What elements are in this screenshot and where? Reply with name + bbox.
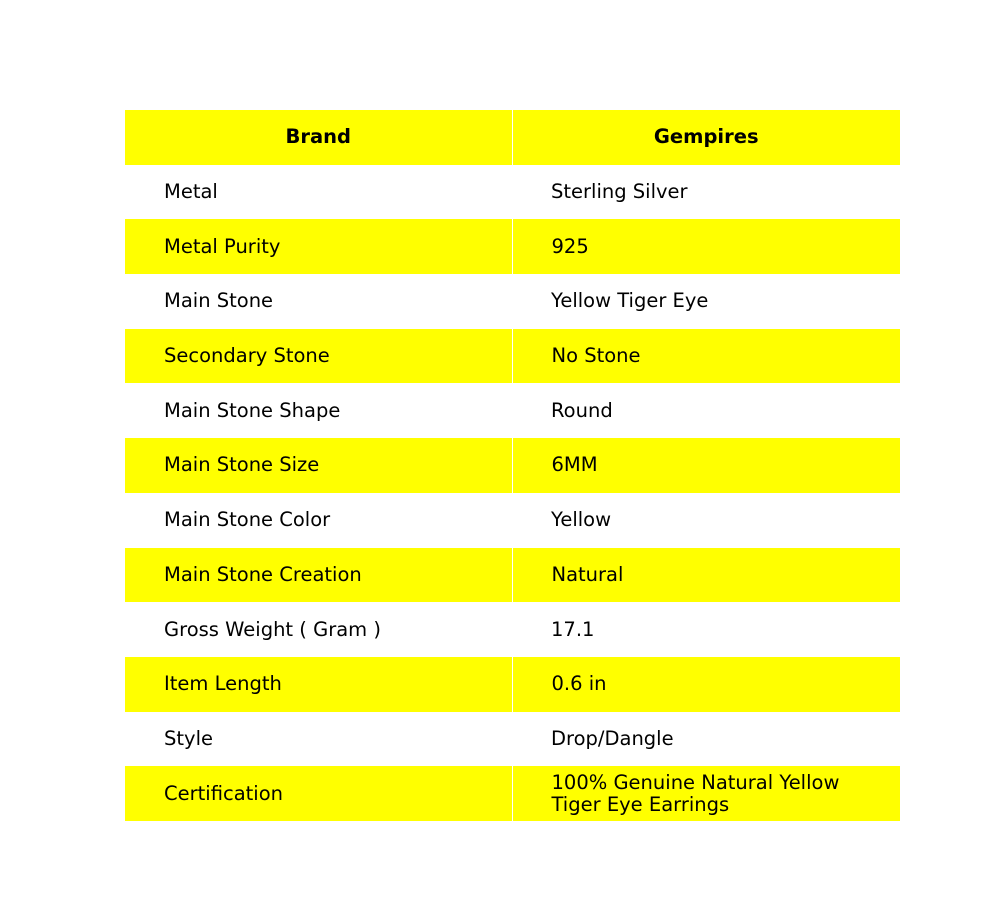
table-row [125, 438, 900, 493]
row-label: Certification [125, 766, 512, 821]
row-label: Main Stone Color [125, 493, 512, 548]
row-value: 0.6 in [512, 657, 900, 712]
row-label: Metal Purity [125, 219, 512, 274]
table-row [125, 493, 900, 548]
row-value: Sterling Silver [512, 165, 900, 220]
table-row [125, 766, 900, 821]
row-value: 6MM [512, 438, 900, 493]
row-value: Round [512, 383, 900, 438]
row-label: Main Stone Shape [125, 383, 512, 438]
row-value: No Stone [512, 329, 900, 384]
row-label: Style [125, 712, 512, 767]
row-label: Item Length [125, 657, 512, 712]
row-label: Metal [125, 165, 512, 220]
table-header-row [125, 110, 900, 165]
row-value: Yellow Tiger Eye [512, 274, 900, 329]
table-row [125, 274, 900, 329]
row-value: Natural [512, 548, 900, 603]
row-value: Yellow [512, 493, 900, 548]
specification-table [125, 110, 900, 821]
row-label: Main Stone Creation [125, 548, 512, 603]
table-row [125, 219, 900, 274]
header-value-cell: Gempires [512, 110, 900, 165]
table-row [125, 165, 900, 220]
table-row [125, 657, 900, 712]
row-value: Drop/Dangle [512, 712, 900, 767]
table-row [125, 602, 900, 657]
header-label-cell: Brand [125, 110, 512, 165]
row-value: 925 [512, 219, 900, 274]
row-value: 100% Genuine Natural Yellow Tiger Eye Earrings [512, 766, 900, 821]
table-row [125, 712, 900, 767]
table-row [125, 383, 900, 438]
row-value: 17.1 [512, 602, 900, 657]
table-row [125, 329, 900, 384]
row-label: Main Stone Size [125, 438, 512, 493]
row-label: Main Stone [125, 274, 512, 329]
row-label: Secondary Stone [125, 329, 512, 384]
table-row [125, 548, 900, 603]
row-label: Gross Weight ( Gram ) [125, 602, 512, 657]
